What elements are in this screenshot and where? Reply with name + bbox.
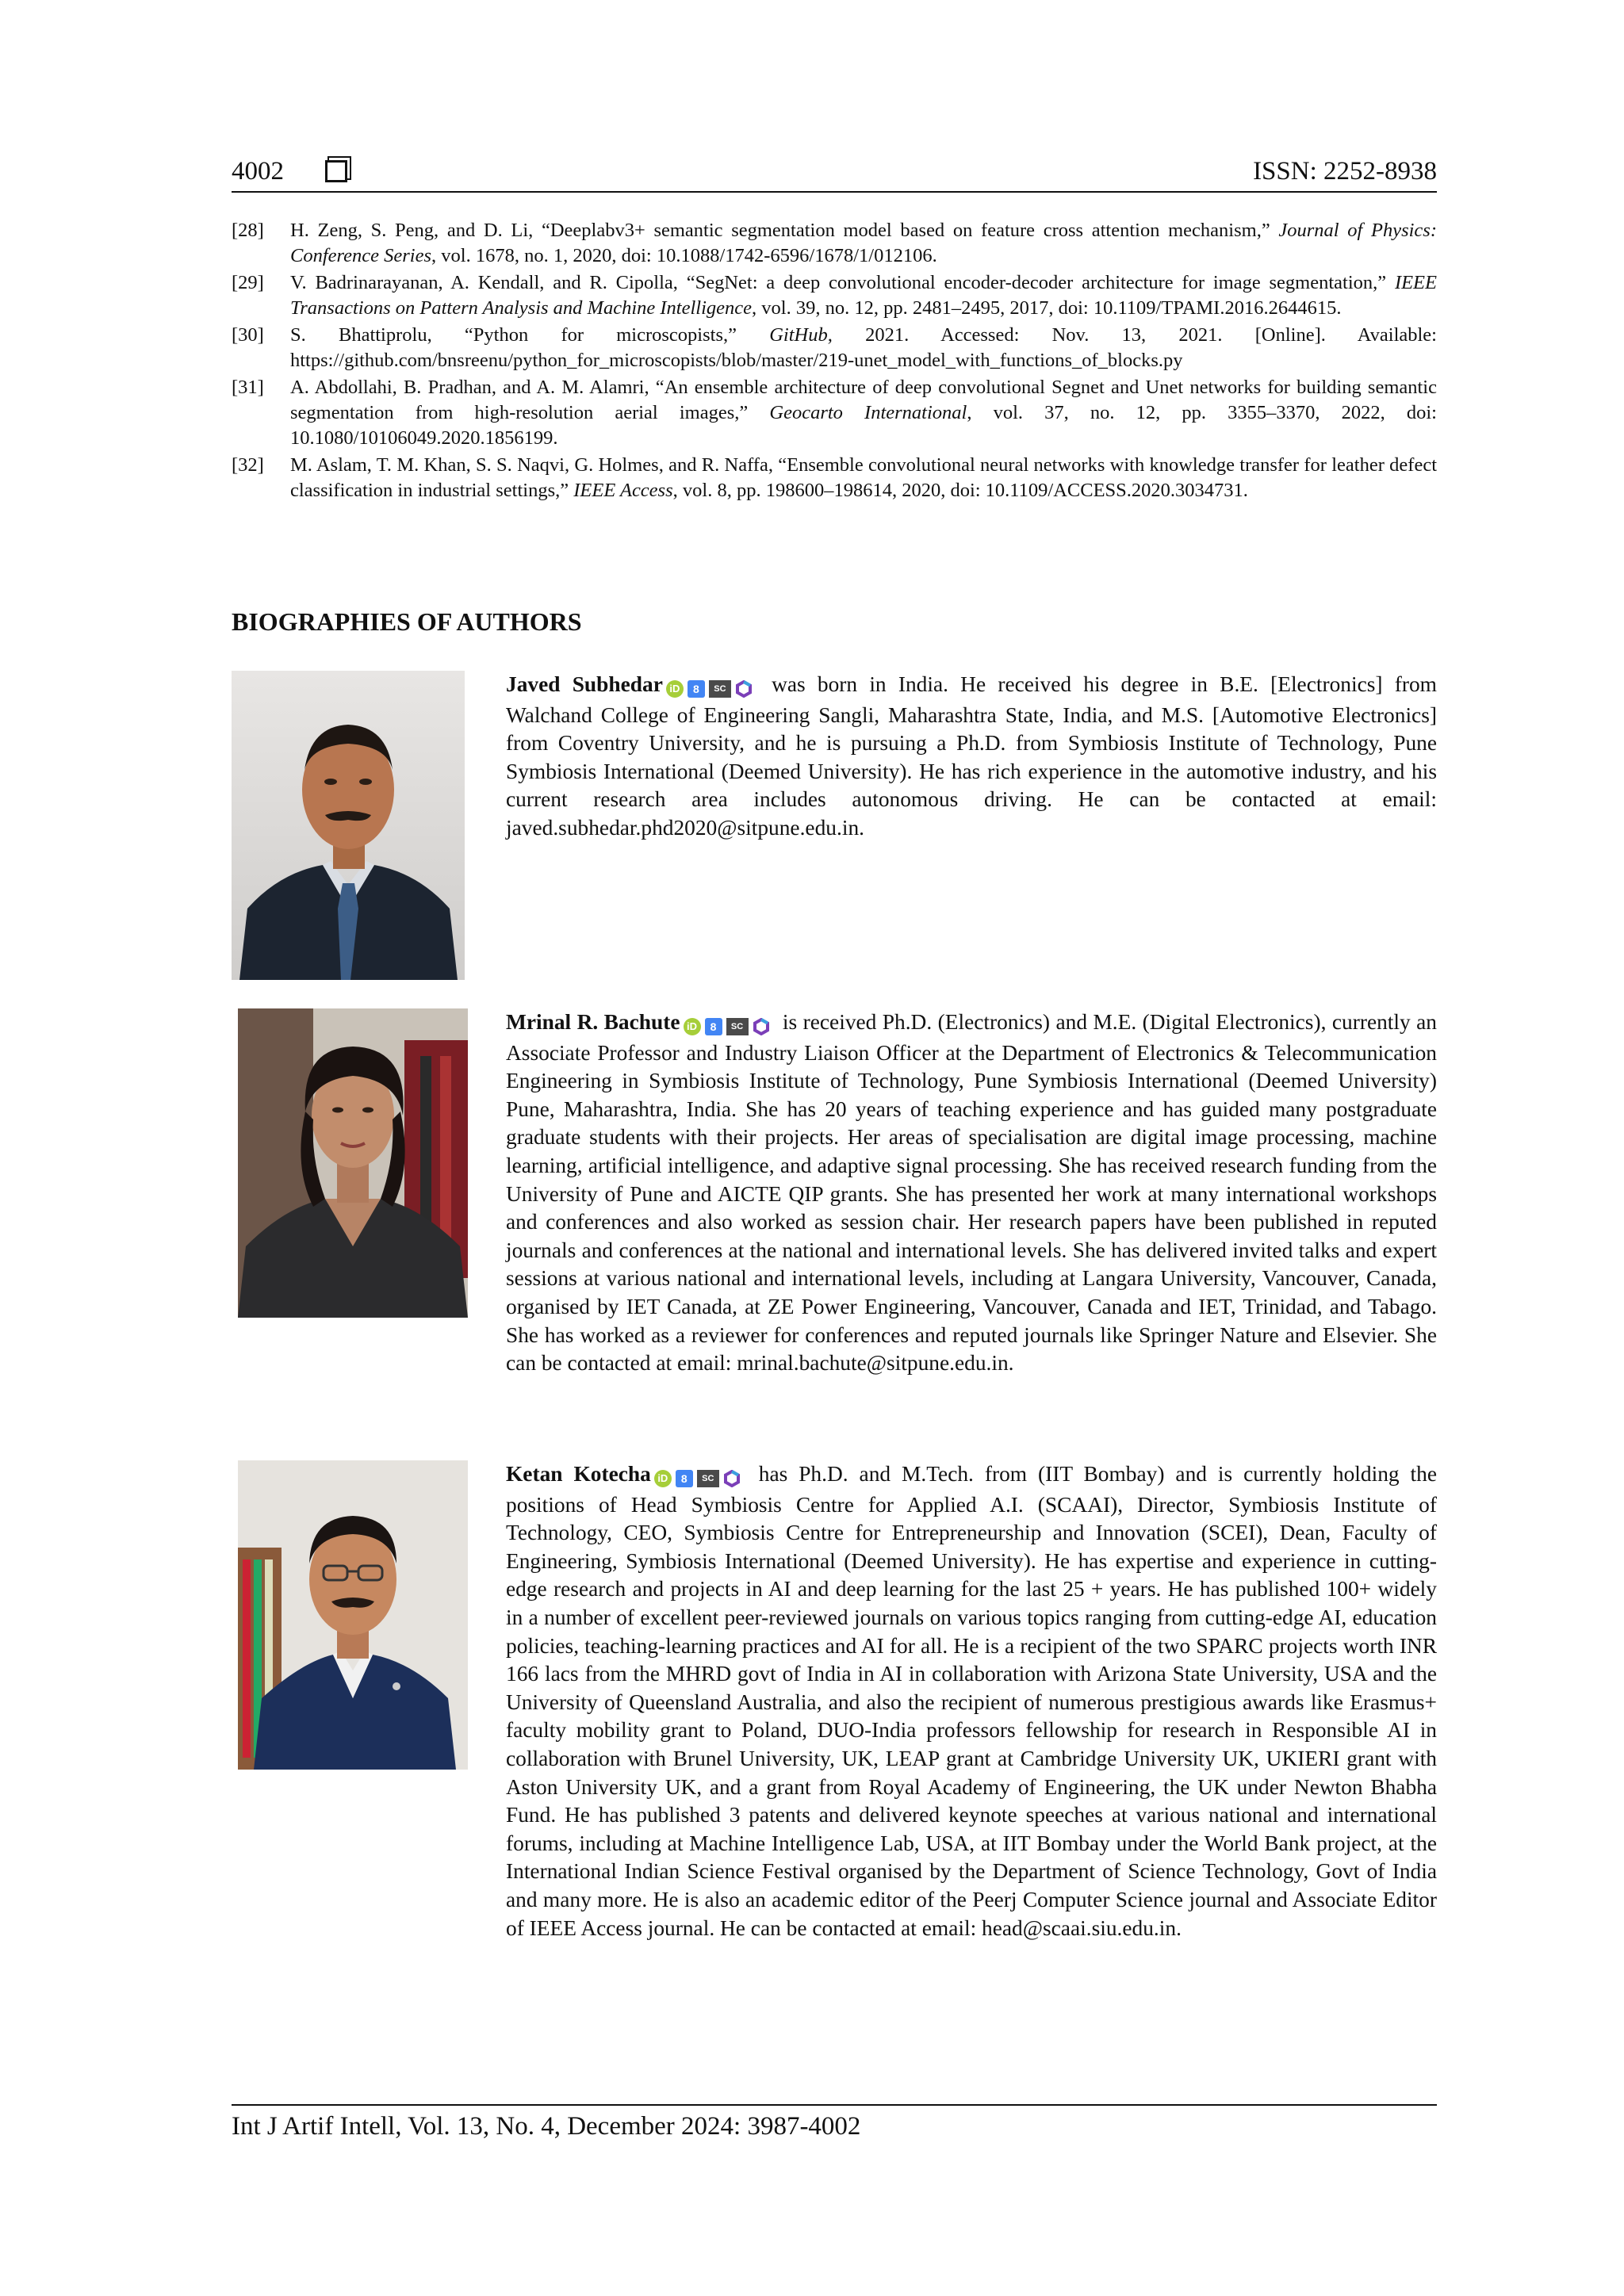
reference-segment: V. Badrinarayanan, A. Kendall, and R. Cipolla, “SegNet: a deep convolutional encoder-decoder architecture for image segmentation,”	[290, 272, 1395, 293]
publons-icon[interactable]	[735, 680, 753, 698]
issn: ISSN: 2252-8938	[1253, 157, 1437, 186]
profile-icons	[654, 1463, 745, 1491]
author-photo-javed	[232, 671, 465, 980]
reference-venue: Geocarto International	[769, 402, 967, 423]
reference-segment: , vol. 39, no. 12, pp. 2481–2495, 2017, doi: 10.1109/TPAMI.2016.2644615.	[752, 297, 1342, 319]
profile-icons	[666, 673, 756, 702]
author-name: Javed Subhedar	[506, 672, 663, 696]
scopus-icon[interactable]: SC	[709, 680, 731, 698]
reference-segment: 2021. Accessed: Nov. 13, 2021. [Online]. Available: https://github.com/bnsreenu/python_for_microscopists/blob/master/219-unet_model_with_functions_of_blocks.py	[290, 324, 1437, 371]
reference-venue: IEEE Access	[573, 480, 673, 501]
square-bullet-icon	[325, 160, 347, 182]
reference-number: [28]	[232, 220, 264, 241]
section-title: BIOGRAPHIES OF AUTHORS	[232, 607, 582, 636]
reference-text	[290, 453, 1437, 503]
author-photo-ketan	[238, 1460, 468, 1770]
google-scholar-icon[interactable]: 8	[705, 1018, 722, 1035]
publons-icon[interactable]	[753, 1018, 770, 1035]
header-rule	[232, 191, 1437, 193]
reference-segment: , vol. 37, no. 12, pp. 3355–3370, 2022, doi: 10.1080/10106049.2020.1856199.	[290, 402, 1437, 449]
bio-body: has Ph.D. and M.Tech. from (IIT Bombay) and is currently holding the positions of Head Symbiosis Centre for Applied A.I. (SCAAI), Director, Symbiosis Institute of Technology, CEO, Symbiosis Centre for Entrepreneurship and Innovation (SCEI), Dean, Faculty of Engineering, Symbiosis International (Deemed University). He has expertise and experience in cutting-edge research and projects in AI and deep learning for the last 25 + years. He has published 100+ widely in a number of excellent peer-reviewed journals on various topics ranging from cutting-edge AI, education policies, teaching-learning practices and AI for all. He is a recipient of the two SPARC projects worth INR 166 lacs from the MHRD govt of India in AI in collaboration with Arizona State University, USA and the University of Queensland Australia, and also the recipient of numerous prestigious awards like Erasmus+ faculty mobility grant to Poland, DUO-India professors fellowship for research in Responsible AI in collaboration with Brunel University, UK, LEAP grant at Cambridge University UK, UKIERI grant with Aston University UK, and a grant from Royal Academy of Engineering, the UK under Newton Bhabha Fund. He has published 3 patents and delivered keynote speeches at various national and international forums, including at Machine Intelligence Lab, USA, at IIT Bombay under the World Bank project, at the International Indian Science Festival organised by the Department of Science Technology, Govt of India and many more. He is also an academic editor of the Peerj Computer Science journal and Associate Editor of IEEE Access journal. He can be contacted at email: head@scaai.siu.edu.in.	[506, 1462, 1437, 1940]
reference-text	[290, 375, 1437, 451]
scopus-icon[interactable]: SC	[726, 1018, 749, 1035]
reference-text	[290, 218, 1437, 269]
footer-rule	[232, 2104, 1437, 2106]
reference-segment: M. Aslam, T. M. Khan, S. S. Naqvi, G. Holmes, and R. Naffa, “Ensemble convolutional neural networks with knowledge transfer for leather defect classification in industrial settings,”	[290, 454, 1437, 501]
profile-icons	[684, 1011, 774, 1039]
reference-venue: IEEE Transactions on Pattern Analysis and Machine Intelligence	[290, 272, 1437, 319]
reference-text	[290, 270, 1437, 321]
author-name: Mrinal R. Bachute	[506, 1010, 680, 1034]
reference-number: [31]	[232, 377, 264, 398]
google-scholar-icon[interactable]: 8	[676, 1470, 693, 1487]
reference-number: [32]	[232, 454, 264, 476]
google-scholar-icon[interactable]: 8	[688, 680, 705, 698]
reference-text	[290, 323, 1437, 373]
bio-body: was born in India. He received his degree in B.E. [Electronics] from Walchand College of Engineering Sangli, Maharashtra State, India, and M.S. [Automotive Electronics] from Coventry University, and he is pursuing a Ph.D. from Symbiosis Institute of Technology, Pune Symbiosis International (Deemed University). He has rich experience in the automotive industry, and his current research area includes autonomous driving. He can be contacted at email: javed.subhedar.phd2020@sitpune.edu.in.	[506, 672, 1437, 840]
reference-venue: GitHub,	[769, 324, 833, 346]
reference-segment: S. Bhattiprolu, “Python for microscopists,”	[290, 324, 770, 346]
bio-text	[506, 671, 1437, 843]
reference-item	[232, 218, 1437, 269]
scopus-icon[interactable]: SC	[697, 1470, 719, 1487]
page-header	[232, 152, 1437, 190]
reference-segment: , vol. 8, pp. 198600–198614, 2020, doi: 10.1109/ACCESS.2020.3034731.	[672, 480, 1248, 501]
reference-venue: Journal of Physics: Conference Series	[290, 220, 1437, 266]
publons-icon[interactable]	[723, 1470, 741, 1487]
author-photo-mrinal	[238, 1008, 468, 1318]
orcid-icon[interactable]: iD	[654, 1470, 672, 1487]
orcid-icon[interactable]: iD	[666, 680, 684, 698]
page-footer: Int J Artif Intell, Vol. 13, No. 4, December 2024: 3987-4002	[232, 2112, 861, 2141]
reference-segment: , vol. 1678, no. 1, 2020, doi: 10.1088/1742-6596/1678/1/012106.	[431, 245, 937, 266]
bio-text	[506, 1008, 1437, 1378]
reference-number: [30]	[232, 324, 264, 346]
orcid-icon[interactable]: iD	[684, 1018, 701, 1035]
bio-body: is received Ph.D. (Electronics) and M.E. (Digital Electronics), currently an Associate Professor and Industry Liaison Officer at the Department of Electronics & Telecommunication Engineering in Symbiosis Institute of Technology, Pune Symbiosis International (Deemed University) Pune, Maharashtra, India. She has 20 years of teaching experience and has guided many postgraduate graduate students with their projects. Her areas of specialisation are digital image processing, machine learning, artificial intelligence, and adaptive signal processing. She has received research funding from the University of Pune and AICTE QIP grants. She has presented her work at many international workshops and conferences and also worked as session chair. Her research papers have been published in reputed journals and conferences at the national and international levels. She has delivered invited talks and expert sessions at various national and international levels, including at Langara University, Vancouver, Canada, organised by IET Canada, at ZE Power Engineering, Vancouver, Canada and IET, Trinidad, and Tabago. She has worked as a reviewer for conferences and reputed journals like Springer Nature and Elsevier. She can be contacted at email: mrinal.bachute@sitpune.edu.in.	[506, 1010, 1437, 1376]
reference-item	[232, 453, 1437, 503]
page-number: 4002	[232, 157, 284, 186]
reference-item	[232, 323, 1437, 373]
reference-list	[232, 218, 1437, 505]
reference-number: [29]	[232, 272, 264, 293]
reference-item	[232, 375, 1437, 451]
bio-text	[506, 1460, 1437, 1942]
author-name: Ketan Kotecha	[506, 1462, 651, 1486]
reference-segment: H. Zeng, S. Peng, and D. Li, “Deeplabv3+ semantic segmentation model based on feature cross attention mechanism,”	[290, 220, 1279, 241]
reference-item	[232, 270, 1437, 321]
reference-segment: A. Abdollahi, B. Pradhan, and A. M. Alamri, “An ensemble architecture of deep convolutional Segnet and Unet networks for building semantic segmentation from high-resolution aerial images,”	[290, 377, 1437, 423]
